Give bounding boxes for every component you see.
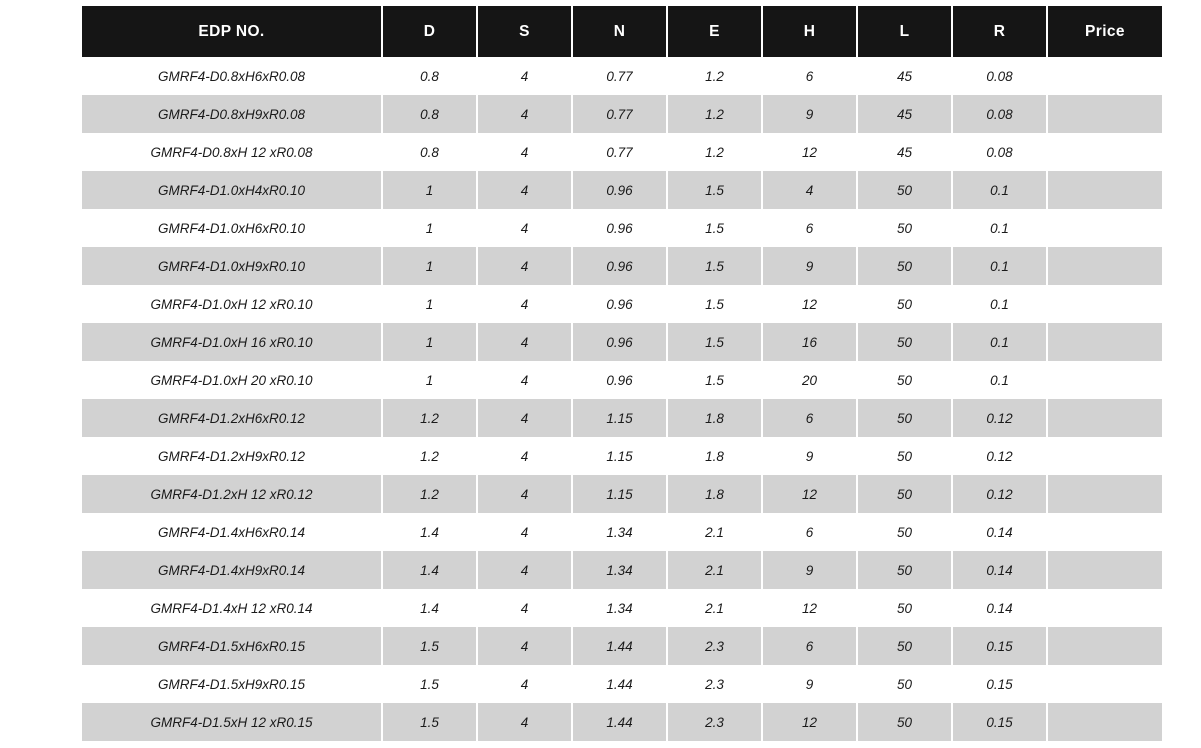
table-row[interactable] — [82, 551, 1162, 589]
cell-price — [1047, 133, 1162, 171]
cell-h: 12 — [762, 589, 857, 627]
cell-n: 0.96 — [572, 209, 667, 247]
cell-l: 50 — [857, 285, 952, 323]
cell-r: 0.15 — [952, 627, 1047, 665]
cell-e: 2.1 — [667, 513, 762, 551]
cell-n: 1.34 — [572, 589, 667, 627]
cell-edp: GMRF4-D1.2xH 12 xR0.12 — [82, 475, 382, 513]
cell-edp: GMRF4-D1.5xH6xR0.15 — [82, 627, 382, 665]
cell-e: 1.8 — [667, 475, 762, 513]
table-row[interactable] — [82, 95, 1162, 133]
cell-r: 0.1 — [952, 323, 1047, 361]
cell-e: 1.8 — [667, 399, 762, 437]
cell-d: 1.2 — [382, 399, 477, 437]
cell-price — [1047, 437, 1162, 475]
cell-edp: GMRF4-D1.2xH9xR0.12 — [82, 437, 382, 475]
table-row[interactable] — [82, 361, 1162, 399]
cell-price — [1047, 589, 1162, 627]
table-row[interactable] — [82, 399, 1162, 437]
cell-s: 4 — [477, 171, 572, 209]
cell-edp: GMRF4-D1.4xH6xR0.14 — [82, 513, 382, 551]
cell-price — [1047, 57, 1162, 95]
cell-n: 0.77 — [572, 57, 667, 95]
column-header-n[interactable]: N — [572, 6, 667, 57]
cell-d: 1 — [382, 171, 477, 209]
cell-d: 1.4 — [382, 513, 477, 551]
cell-h: 9 — [762, 95, 857, 133]
cell-d: 1.4 — [382, 589, 477, 627]
cell-price — [1047, 551, 1162, 589]
cell-price — [1047, 209, 1162, 247]
cell-d: 0.8 — [382, 133, 477, 171]
cell-l: 50 — [857, 627, 952, 665]
specification-table — [82, 6, 1162, 741]
cell-edp: GMRF4-D1.0xH 16 xR0.10 — [82, 323, 382, 361]
cell-n: 0.96 — [572, 171, 667, 209]
cell-d: 0.8 — [382, 57, 477, 95]
table-row[interactable] — [82, 323, 1162, 361]
cell-s: 4 — [477, 437, 572, 475]
cell-n: 0.96 — [572, 323, 667, 361]
cell-price — [1047, 703, 1162, 741]
cell-n: 1.34 — [572, 551, 667, 589]
cell-s: 4 — [477, 703, 572, 741]
cell-s: 4 — [477, 361, 572, 399]
cell-l: 50 — [857, 171, 952, 209]
table-row[interactable] — [82, 437, 1162, 475]
cell-edp: GMRF4-D1.0xH4xR0.10 — [82, 171, 382, 209]
table-row[interactable] — [82, 247, 1162, 285]
cell-price — [1047, 627, 1162, 665]
cell-h: 12 — [762, 703, 857, 741]
column-header-edp[interactable]: EDP NO. — [82, 6, 382, 57]
cell-h: 6 — [762, 627, 857, 665]
cell-edp: GMRF4-D0.8xH 12 xR0.08 — [82, 133, 382, 171]
cell-d: 1.4 — [382, 551, 477, 589]
cell-edp: GMRF4-D1.0xH 12 xR0.10 — [82, 285, 382, 323]
cell-l: 50 — [857, 665, 952, 703]
cell-price — [1047, 323, 1162, 361]
cell-n: 1.15 — [572, 399, 667, 437]
cell-s: 4 — [477, 285, 572, 323]
cell-n: 1.15 — [572, 475, 667, 513]
cell-price — [1047, 171, 1162, 209]
cell-r: 0.14 — [952, 551, 1047, 589]
cell-h: 6 — [762, 209, 857, 247]
cell-price — [1047, 247, 1162, 285]
cell-r: 0.12 — [952, 475, 1047, 513]
table-row[interactable] — [82, 513, 1162, 551]
column-header-e[interactable]: E — [667, 6, 762, 57]
cell-d: 1.5 — [382, 627, 477, 665]
cell-h: 12 — [762, 285, 857, 323]
cell-d: 0.8 — [382, 95, 477, 133]
cell-e: 1.5 — [667, 285, 762, 323]
table-row[interactable] — [82, 475, 1162, 513]
cell-d: 1.5 — [382, 665, 477, 703]
cell-l: 50 — [857, 703, 952, 741]
cell-s: 4 — [477, 247, 572, 285]
cell-price — [1047, 285, 1162, 323]
cell-l: 50 — [857, 247, 952, 285]
cell-h: 6 — [762, 399, 857, 437]
cell-edp: GMRF4-D0.8xH6xR0.08 — [82, 57, 382, 95]
cell-l: 45 — [857, 95, 952, 133]
cell-edp: GMRF4-D1.4xH9xR0.14 — [82, 551, 382, 589]
table-row[interactable] — [82, 285, 1162, 323]
cell-s: 4 — [477, 95, 572, 133]
cell-l: 50 — [857, 323, 952, 361]
table-row[interactable] — [82, 133, 1162, 171]
cell-r: 0.15 — [952, 703, 1047, 741]
cell-price — [1047, 475, 1162, 513]
table-header-row — [82, 6, 1162, 57]
cell-d: 1 — [382, 209, 477, 247]
cell-n: 1.15 — [572, 437, 667, 475]
cell-h: 6 — [762, 57, 857, 95]
cell-edp: GMRF4-D1.0xH6xR0.10 — [82, 209, 382, 247]
column-header-r[interactable]: R — [952, 6, 1047, 57]
cell-s: 4 — [477, 665, 572, 703]
cell-e: 2.3 — [667, 703, 762, 741]
cell-h: 12 — [762, 133, 857, 171]
cell-d: 1 — [382, 361, 477, 399]
column-header-s[interactable]: S — [477, 6, 572, 57]
cell-s: 4 — [477, 475, 572, 513]
cell-e: 1.2 — [667, 133, 762, 171]
table-header — [82, 6, 1162, 57]
cell-l: 50 — [857, 513, 952, 551]
table-body — [82, 57, 1162, 741]
cell-edp: GMRF4-D1.0xH9xR0.10 — [82, 247, 382, 285]
table-row[interactable] — [82, 627, 1162, 665]
cell-n: 0.96 — [572, 285, 667, 323]
cell-s: 4 — [477, 57, 572, 95]
cell-l: 50 — [857, 475, 952, 513]
cell-d: 1.5 — [382, 703, 477, 741]
cell-d: 1 — [382, 285, 477, 323]
cell-e: 2.3 — [667, 627, 762, 665]
table-row[interactable] — [82, 57, 1162, 95]
cell-edp: GMRF4-D1.2xH6xR0.12 — [82, 399, 382, 437]
cell-edp: GMRF4-D1.4xH 12 xR0.14 — [82, 589, 382, 627]
cell-e: 1.2 — [667, 95, 762, 133]
cell-r: 0.08 — [952, 133, 1047, 171]
cell-h: 20 — [762, 361, 857, 399]
cell-e: 1.5 — [667, 247, 762, 285]
table-row[interactable] — [82, 171, 1162, 209]
cell-h: 9 — [762, 665, 857, 703]
cell-s: 4 — [477, 627, 572, 665]
column-header-d[interactable]: D — [382, 6, 477, 57]
cell-r: 0.1 — [952, 171, 1047, 209]
cell-r: 0.1 — [952, 361, 1047, 399]
cell-n: 0.77 — [572, 95, 667, 133]
cell-e: 1.8 — [667, 437, 762, 475]
cell-price — [1047, 399, 1162, 437]
cell-s: 4 — [477, 399, 572, 437]
cell-e: 2.1 — [667, 551, 762, 589]
cell-edp: GMRF4-D1.5xH 12 xR0.15 — [82, 703, 382, 741]
cell-s: 4 — [477, 209, 572, 247]
cell-n: 0.96 — [572, 247, 667, 285]
cell-s: 4 — [477, 589, 572, 627]
column-header-h[interactable]: H — [762, 6, 857, 57]
cell-r: 0.1 — [952, 247, 1047, 285]
cell-r: 0.14 — [952, 589, 1047, 627]
cell-r: 0.15 — [952, 665, 1047, 703]
column-header-l[interactable]: L — [857, 6, 952, 57]
cell-edp: GMRF4-D1.0xH 20 xR0.10 — [82, 361, 382, 399]
cell-r: 0.08 — [952, 95, 1047, 133]
cell-r: 0.12 — [952, 437, 1047, 475]
cell-e: 1.5 — [667, 171, 762, 209]
cell-d: 1.2 — [382, 475, 477, 513]
cell-n: 1.34 — [572, 513, 667, 551]
table-row[interactable] — [82, 665, 1162, 703]
cell-h: 9 — [762, 551, 857, 589]
cell-edp: GMRF4-D1.5xH9xR0.15 — [82, 665, 382, 703]
table-row[interactable] — [82, 589, 1162, 627]
cell-r: 0.1 — [952, 285, 1047, 323]
cell-s: 4 — [477, 323, 572, 361]
cell-l: 50 — [857, 399, 952, 437]
cell-h: 6 — [762, 513, 857, 551]
cell-n: 1.44 — [572, 627, 667, 665]
cell-price — [1047, 361, 1162, 399]
cell-h: 9 — [762, 247, 857, 285]
cell-e: 1.2 — [667, 57, 762, 95]
cell-l: 45 — [857, 133, 952, 171]
cell-r: 0.1 — [952, 209, 1047, 247]
cell-l: 50 — [857, 589, 952, 627]
cell-l: 45 — [857, 57, 952, 95]
cell-n: 1.44 — [572, 703, 667, 741]
cell-price — [1047, 95, 1162, 133]
cell-d: 1 — [382, 323, 477, 361]
cell-s: 4 — [477, 133, 572, 171]
cell-l: 50 — [857, 551, 952, 589]
cell-e: 1.5 — [667, 323, 762, 361]
cell-s: 4 — [477, 513, 572, 551]
cell-d: 1.2 — [382, 437, 477, 475]
table-row[interactable] — [82, 209, 1162, 247]
cell-r: 0.14 — [952, 513, 1047, 551]
cell-h: 16 — [762, 323, 857, 361]
cell-l: 50 — [857, 209, 952, 247]
cell-edp: GMRF4-D0.8xH9xR0.08 — [82, 95, 382, 133]
cell-l: 50 — [857, 437, 952, 475]
cell-price — [1047, 513, 1162, 551]
cell-e: 1.5 — [667, 209, 762, 247]
cell-n: 0.96 — [572, 361, 667, 399]
cell-l: 50 — [857, 361, 952, 399]
cell-r: 0.12 — [952, 399, 1047, 437]
cell-n: 0.77 — [572, 133, 667, 171]
column-header-price[interactable]: Price — [1047, 6, 1162, 57]
cell-e: 2.3 — [667, 665, 762, 703]
cell-price — [1047, 665, 1162, 703]
cell-h: 12 — [762, 475, 857, 513]
cell-e: 1.5 — [667, 361, 762, 399]
table-row[interactable] — [82, 703, 1162, 741]
cell-n: 1.44 — [572, 665, 667, 703]
cell-h: 9 — [762, 437, 857, 475]
cell-s: 4 — [477, 551, 572, 589]
cell-h: 4 — [762, 171, 857, 209]
cell-d: 1 — [382, 247, 477, 285]
cell-e: 2.1 — [667, 589, 762, 627]
cell-r: 0.08 — [952, 57, 1047, 95]
